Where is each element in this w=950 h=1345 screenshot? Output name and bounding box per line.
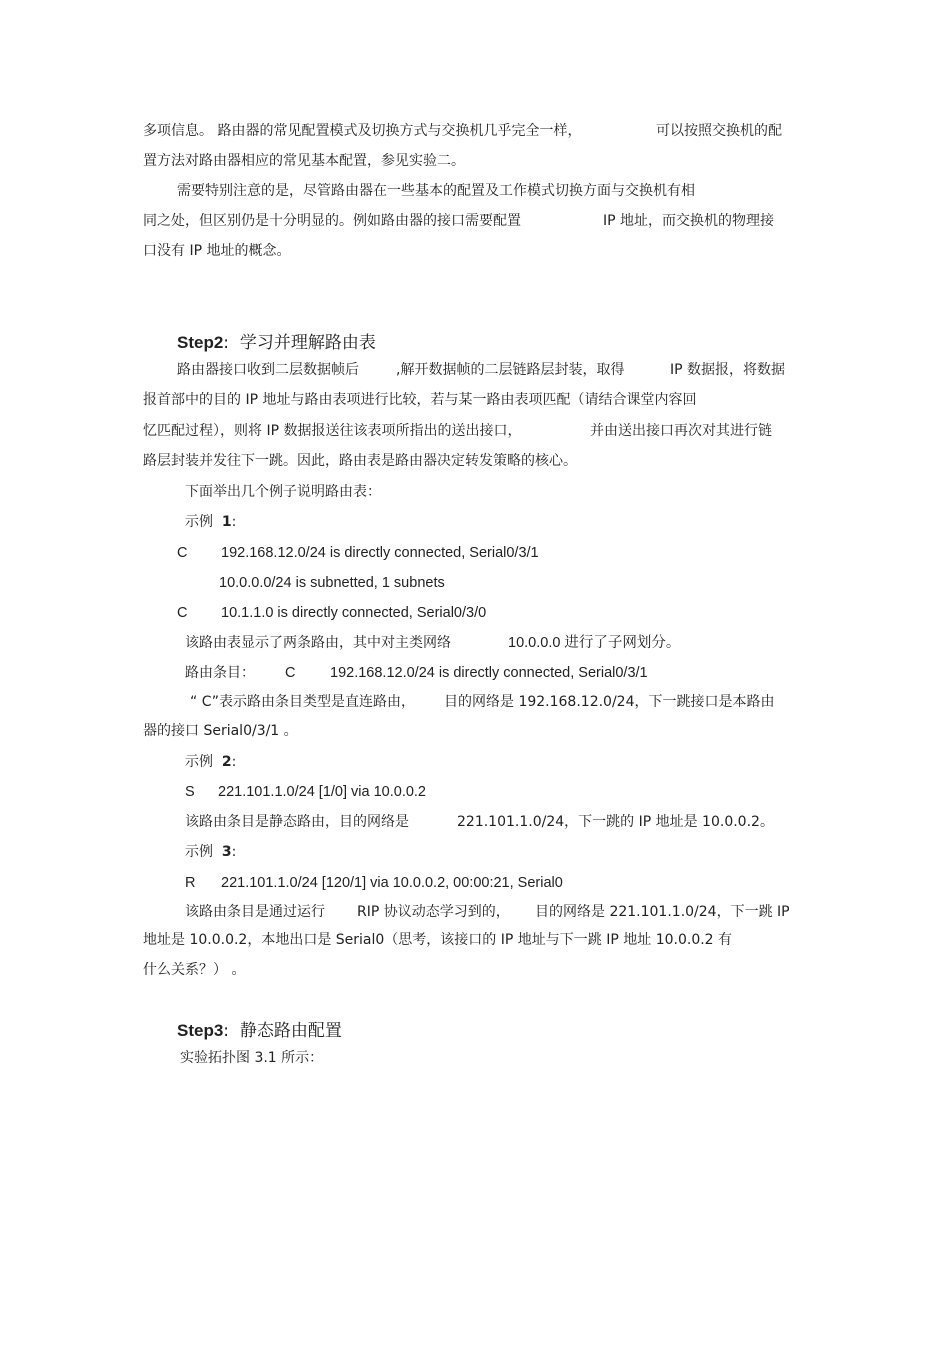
step3-topology-line: 实验拓扑图 3.1 所示：	[180, 1050, 324, 1066]
example-3-desc-b: RIP 协议动态学习到的，	[357, 904, 510, 920]
step2-paragraph-line-1b: ,解开数据帧的二层链路层封装，取得	[396, 362, 625, 378]
step2-paragraph-line-3b: 并由送出接口再次对其进行链	[590, 423, 772, 439]
text-run: 多项信息。 路由器的常见配置模式及切换方式与交换机几乎完全一样，	[143, 123, 582, 139]
text-run: 可以按照交换机的配	[656, 123, 782, 139]
example-1-entry-code: C	[285, 665, 296, 681]
step2-title: 学习并理解路由表	[239, 333, 376, 353]
intro-paragraph-2-line-2-tail: IP 地址，而交换机的物理接	[603, 213, 775, 229]
example-2-desc-a: 该路由条目是静态路由，目的网络是	[185, 814, 409, 830]
example-1-route-2-code: C	[177, 605, 188, 621]
example-3-label: 示例 3:	[185, 844, 237, 860]
example-2-label: 示例 2:	[185, 754, 237, 770]
example-1-subnet-line: 10.0.0.0/24 is subnetted, 1 subnets	[219, 575, 445, 591]
intro-paragraph-2-line-3: 口没有 IP 地址的概念。	[143, 243, 291, 259]
example-3-desc-c: 目的网络是 221.101.1.0/24，下一跳 IP	[535, 904, 790, 920]
step2-paragraph-line-2: 报首部中的目的 IP 地址与路由表项进行比较，若与某一路由表项匹配（请结合课堂内容回	[143, 392, 697, 408]
example-1-explain-a: “ C”表示路由条目类型是直连路由，	[190, 694, 415, 710]
example-1-route-2-text: 10.1.1.0 is directly connected, Serial0/3/0	[221, 605, 487, 621]
example-3-desc-a: 该路由条目是通过运行	[185, 904, 325, 920]
intro-paragraph-2-line-1: 需要特别注意的是，尽管路由器在一些基本的配置及工作模式切换方面与交换机有相	[177, 183, 695, 199]
example-1-desc-b: 10.0.0.0 进行了子网划分。	[508, 635, 681, 651]
step3-title: 静态路由配置	[239, 1021, 342, 1041]
example-3-route-code: R	[185, 875, 196, 891]
example-3-desc-line-2: 地址是 10.0.0.2，本地出口是 Serial0（思考，该接口的 IP 地址与下一跳 IP 地址 10.0.0.2 有	[143, 932, 733, 948]
intro-paragraph-1-line-1-tail	[656, 121, 782, 141]
example-2-route-text: 221.101.1.0/24 [1/0] via 10.0.0.2	[218, 784, 426, 800]
step2-paragraph-line-3a: 忆匹配过程），则将 IP 数据报送往该表项所指出的送出接口，	[143, 423, 522, 439]
intro-paragraph-2-line-2: 同之处，但区别仍是十分明显的。例如路由器的接口需要配置	[143, 213, 521, 229]
example-1-route-1-text: 192.168.12.0/24 is directly connected, Serial0/3/1	[221, 545, 539, 561]
example-2-route-code: S	[185, 784, 195, 800]
step2-label: Step2	[177, 333, 224, 352]
intro-paragraph-1-line-2: 置方法对路由器相应的常见基本配置，参见实验二。	[143, 153, 465, 169]
examples-intro: 下面举出几个例子说明路由表：	[185, 484, 381, 500]
example-1-label: 示例 1:	[185, 514, 237, 530]
example-1-explain-b: 目的网络是 192.168.12.0/24，下一跳接口是本路由	[444, 694, 775, 710]
step2-paragraph-line-1c: IP 数据报，将数据	[670, 362, 786, 378]
example-1-entry-text: 192.168.12.0/24 is directly connected, Serial0/3/1	[330, 665, 648, 681]
example-1-entry-label: 路由条目：	[185, 665, 255, 681]
example-2-desc-b: 221.101.1.0/24，下一跳的 IP 地址是 10.0.0.2。	[457, 814, 774, 830]
step3-heading: Step3: 静态路由配置	[177, 1021, 342, 1041]
example-3-desc-line-3: 什么关系？） 。	[143, 962, 246, 978]
example-1-desc-a: 该路由表显示了两条路由，其中对主类网络	[185, 635, 451, 651]
step2-paragraph-line-1a: 路由器接口收到二层数据帧后	[177, 362, 359, 378]
step2-heading: Step2: 学习并理解路由表	[177, 333, 376, 353]
intro-paragraph-1-line-1	[143, 121, 581, 141]
step2-paragraph-line-4: 路层封装并发往下一跳。因此，路由表是路由器决定转发策略的核心。	[143, 453, 577, 469]
example-1-explain-line-2: 器的接口 Serial0/3/1 。	[143, 723, 298, 739]
example-1-route-1-code: C	[177, 545, 188, 561]
example-3-route-text: 221.101.1.0/24 [120/1] via 10.0.0.2, 00:00:21, Serial0	[221, 875, 563, 891]
step3-label: Step3	[177, 1021, 224, 1040]
